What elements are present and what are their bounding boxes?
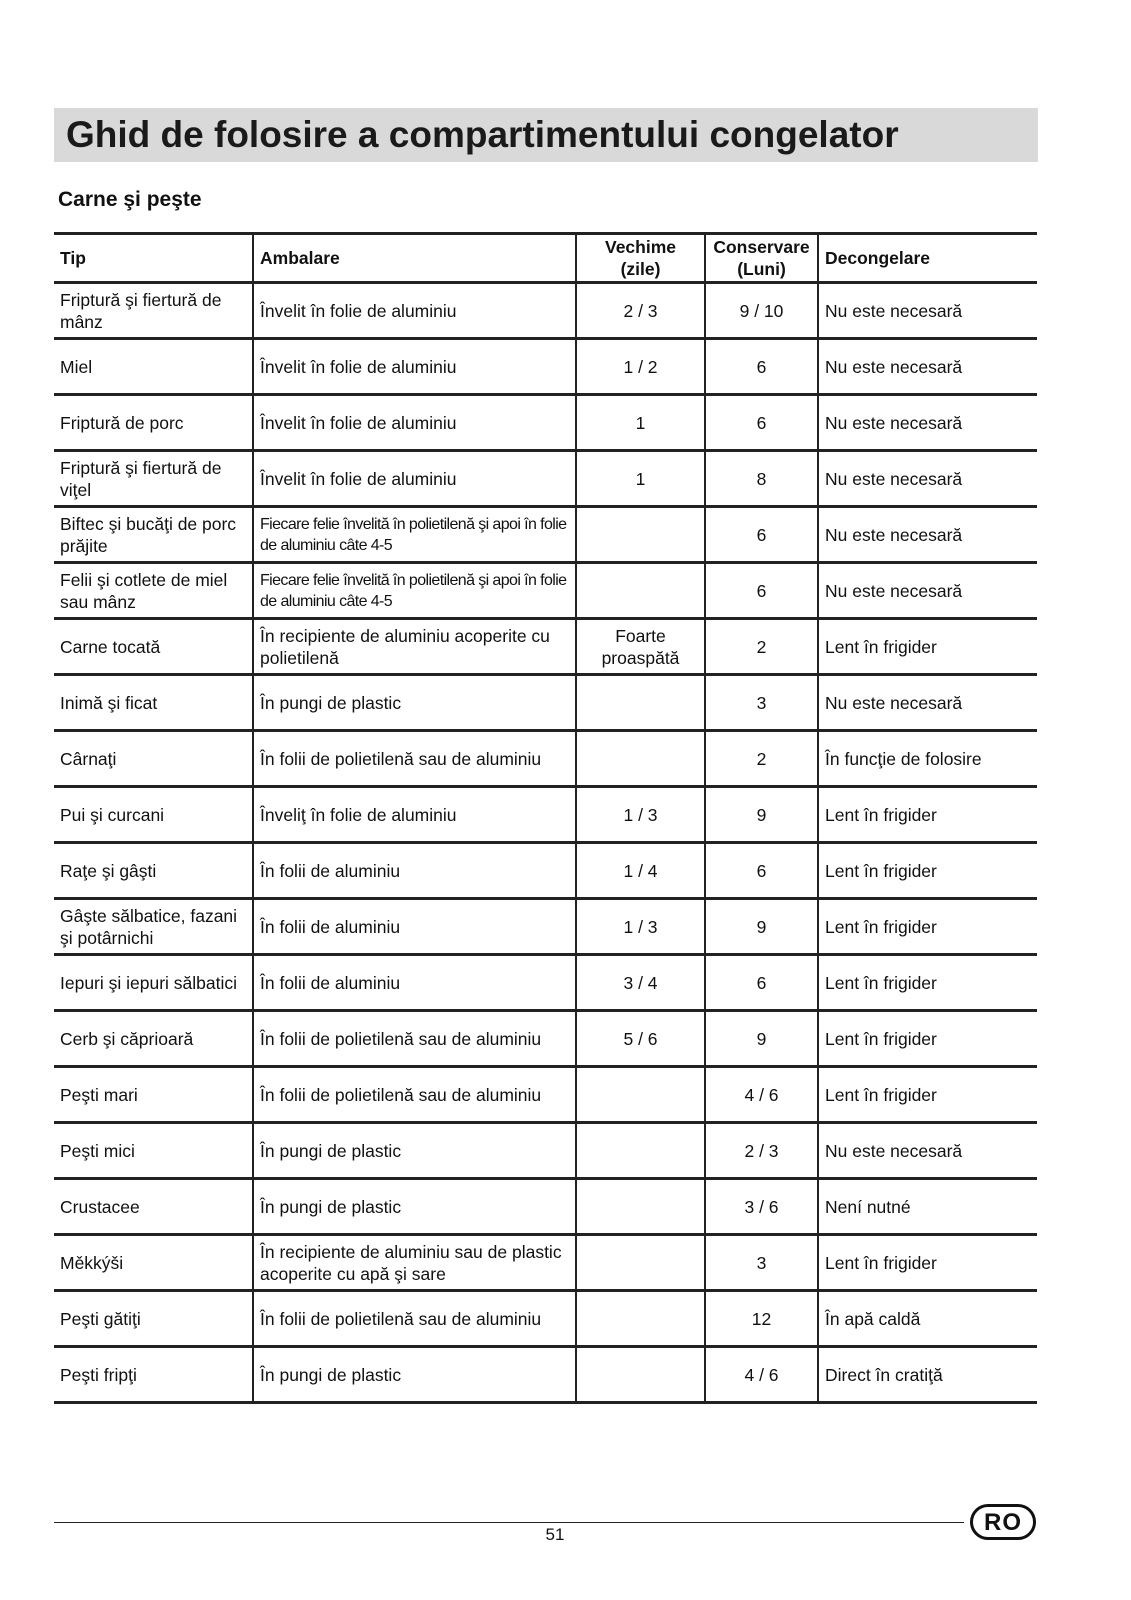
cell-ambalare: Înveliţ în folie de aluminiu — [253, 787, 576, 843]
cell-conservare: 6 — [705, 843, 818, 899]
cell-vechime-line1: 1 — [635, 468, 646, 489]
cell-conservare: 6 — [705, 563, 818, 619]
cell-vechime-line1: 3 / 4 — [623, 972, 658, 993]
freezer-guide-table — [54, 232, 1037, 1404]
table-row — [54, 731, 1037, 787]
cell-tip: Felii şi cotlete de miel sau mânz — [54, 563, 253, 619]
table-row — [54, 787, 1037, 843]
cell-ambalare: În folii de aluminiu — [253, 955, 576, 1011]
cell-ambalare: În pungi de plastic — [253, 675, 576, 731]
cell-tip: Gâşte sălbatice, fazani şi potârnichi — [54, 899, 253, 955]
cell-ambalare: În folii de polietilenă sau de aluminiu — [253, 1011, 576, 1067]
header-vechime-line2: (zile) — [620, 259, 661, 279]
table-row — [54, 395, 1037, 451]
cell-ambalare: Fiecare felie învelită în polietilenă şi apoi în folie de aluminiu câte 4-5 — [253, 563, 576, 619]
table-row — [54, 1011, 1037, 1067]
cell-vechime-line1: 1 / 3 — [623, 916, 658, 937]
title-bar — [54, 108, 1038, 162]
table-row — [54, 1179, 1037, 1235]
cell-tip: Iepuri şi iepuri sălbatici — [54, 955, 253, 1011]
cell-tip: Miel — [54, 339, 253, 395]
cell-conservare: 6 — [705, 507, 818, 563]
cell-conservare: 3 — [705, 675, 818, 731]
table-row — [54, 1291, 1037, 1347]
table-row — [54, 899, 1037, 955]
cell-conservare: 3 — [705, 1235, 818, 1291]
cell-conservare: 6 — [705, 339, 818, 395]
cell-decongelare: Nu este necesară — [818, 339, 1037, 395]
header-conservare-line2: (Luni) — [737, 259, 786, 279]
cell-decongelare: Nu este necesară — [818, 1123, 1037, 1179]
cell-decongelare: Lent în frigider — [818, 1067, 1037, 1123]
cell-tip: Cârnaţi — [54, 731, 253, 787]
cell-vechime — [576, 1235, 705, 1291]
header-ambalare: Ambalare — [253, 234, 576, 283]
cell-vechime — [576, 283, 705, 339]
cell-conservare: 4 / 6 — [705, 1067, 818, 1123]
cell-vechime-line1: 2 / 3 — [623, 300, 658, 321]
cell-vechime — [576, 395, 705, 451]
cell-ambalare: În recipiente de aluminiu acoperite cu polietilenă — [253, 619, 576, 675]
cell-decongelare: Nu este necesară — [818, 675, 1037, 731]
table-row — [54, 451, 1037, 507]
table-row — [54, 843, 1037, 899]
cell-decongelare: Nu este necesară — [818, 283, 1037, 339]
cell-tip: Biftec şi bucăţi de porc prăjite — [54, 507, 253, 563]
cell-tip: Friptură şi fiertură de viţel — [54, 451, 253, 507]
cell-conservare: 2 — [705, 619, 818, 675]
cell-tip: Friptură de porc — [54, 395, 253, 451]
cell-ambalare: În pungi de plastic — [253, 1179, 576, 1235]
cell-tip: Peşti mici — [54, 1123, 253, 1179]
cell-vechime — [576, 1179, 705, 1235]
table-header-row — [54, 234, 1037, 283]
cell-decongelare: Nu este necesară — [818, 451, 1037, 507]
cell-vechime-line1: 1 / 2 — [623, 356, 658, 377]
table-row — [54, 619, 1037, 675]
page-title: Ghid de folosire a compartimentului congelator — [66, 114, 899, 155]
footer-divider — [54, 1522, 964, 1523]
cell-vechime — [576, 787, 705, 843]
cell-vechime — [576, 451, 705, 507]
cell-decongelare: Direct în cratiţă — [818, 1347, 1037, 1403]
cell-conservare: 2 / 3 — [705, 1123, 818, 1179]
table-row — [54, 507, 1037, 563]
cell-decongelare: În apă caldă — [818, 1291, 1037, 1347]
cell-ambalare: Învelit în folie de aluminiu — [253, 283, 576, 339]
cell-vechime-line1: 1 — [635, 412, 646, 433]
cell-decongelare: Lent în frigider — [818, 619, 1037, 675]
cell-decongelare: Nu este necesară — [818, 507, 1037, 563]
cell-ambalare: Fiecare felie învelită în polietilenă şi apoi în folie de aluminiu câte 4-5 — [253, 507, 576, 563]
cell-vechime-line2: proaspătă — [601, 647, 680, 668]
page-number: 51 — [545, 1525, 565, 1544]
cell-vechime — [576, 1123, 705, 1179]
cell-vechime — [576, 955, 705, 1011]
header-conservare-line1: Conservare — [713, 237, 810, 257]
cell-vechime — [576, 1067, 705, 1123]
cell-conservare: 9 — [705, 899, 818, 955]
table-row — [54, 955, 1037, 1011]
cell-vechime — [576, 507, 705, 563]
table-row — [54, 675, 1037, 731]
cell-vechime — [576, 1347, 705, 1403]
cell-ambalare: În folii de aluminiu — [253, 899, 576, 955]
table-row — [54, 339, 1037, 395]
cell-vechime — [576, 563, 705, 619]
table-row — [54, 563, 1037, 619]
cell-tip: Friptură şi fiertură de mânz — [54, 283, 253, 339]
cell-decongelare: Lent în frigider — [818, 955, 1037, 1011]
cell-conservare: 12 — [705, 1291, 818, 1347]
cell-decongelare: Není nutné — [818, 1179, 1037, 1235]
header-vechime — [576, 234, 705, 283]
cell-ambalare: Învelit în folie de aluminiu — [253, 451, 576, 507]
cell-ambalare: În folii de polietilenă sau de aluminiu — [253, 1291, 576, 1347]
table-row — [54, 1235, 1037, 1291]
header-decongelare: Decongelare — [818, 234, 1037, 283]
cell-decongelare: Lent în frigider — [818, 787, 1037, 843]
cell-ambalare: Învelit în folie de aluminiu — [253, 395, 576, 451]
header-vechime-line1: Vechime — [604, 237, 677, 257]
cell-vechime-line1: 1 / 3 — [623, 804, 658, 825]
cell-tip: Carne tocată — [54, 619, 253, 675]
cell-vechime — [576, 731, 705, 787]
cell-conservare: 9 — [705, 787, 818, 843]
cell-tip: Raţe şi gâşti — [54, 843, 253, 899]
cell-tip: Peşti gătiţi — [54, 1291, 253, 1347]
cell-conservare: 2 — [705, 731, 818, 787]
cell-vechime — [576, 1011, 705, 1067]
cell-vechime-line1: 1 / 4 — [623, 860, 658, 881]
table-row — [54, 1347, 1037, 1403]
cell-conservare: 8 — [705, 451, 818, 507]
cell-tip: Cerb şi căprioară — [54, 1011, 253, 1067]
header-conservare — [705, 234, 818, 283]
cell-ambalare: Învelit în folie de aluminiu — [253, 339, 576, 395]
cell-conservare: 6 — [705, 395, 818, 451]
table-row — [54, 283, 1037, 339]
cell-ambalare: În folii de polietilenă sau de aluminiu — [253, 1067, 576, 1123]
cell-conservare: 3 / 6 — [705, 1179, 818, 1235]
header-tip: Tip — [54, 234, 253, 283]
cell-conservare: 4 / 6 — [705, 1347, 818, 1403]
cell-decongelare: Lent în frigider — [818, 899, 1037, 955]
cell-vechime-line1: 5 / 6 — [623, 1028, 658, 1049]
language-badge: RO — [970, 1504, 1036, 1540]
cell-vechime — [576, 899, 705, 955]
cell-vechime — [576, 619, 705, 675]
cell-vechime — [576, 339, 705, 395]
cell-ambalare: În folii de aluminiu — [253, 843, 576, 899]
cell-ambalare: În folii de polietilenă sau de aluminiu — [253, 731, 576, 787]
cell-vechime — [576, 843, 705, 899]
cell-conservare: 9 / 10 — [705, 283, 818, 339]
cell-ambalare: În pungi de plastic — [253, 1347, 576, 1403]
cell-tip: Inimă şi ficat — [54, 675, 253, 731]
cell-tip: Peşti fripţi — [54, 1347, 253, 1403]
cell-vechime — [576, 675, 705, 731]
section-title: Carne şi peşte — [58, 188, 202, 211]
cell-tip: Peşti mari — [54, 1067, 253, 1123]
table-row — [54, 1123, 1037, 1179]
cell-conservare: 6 — [705, 955, 818, 1011]
cell-decongelare: Lent în frigider — [818, 1235, 1037, 1291]
cell-decongelare: Nu este necesară — [818, 563, 1037, 619]
cell-vechime-line1: Foarte — [615, 625, 666, 646]
cell-decongelare: În funcţie de folosire — [818, 731, 1037, 787]
cell-decongelare: Lent în frigider — [818, 843, 1037, 899]
table-row — [54, 1067, 1037, 1123]
cell-tip: Crustacee — [54, 1179, 253, 1235]
cell-tip: Pui şi curcani — [54, 787, 253, 843]
cell-tip: Měkkýši — [54, 1235, 253, 1291]
cell-ambalare: În pungi de plastic — [253, 1123, 576, 1179]
cell-ambalare: În recipiente de aluminiu sau de plastic acoperite cu apă şi sare — [253, 1235, 576, 1291]
cell-decongelare: Lent în frigider — [818, 1011, 1037, 1067]
cell-vechime — [576, 1291, 705, 1347]
cell-decongelare: Nu este necesară — [818, 395, 1037, 451]
cell-conservare: 9 — [705, 1011, 818, 1067]
